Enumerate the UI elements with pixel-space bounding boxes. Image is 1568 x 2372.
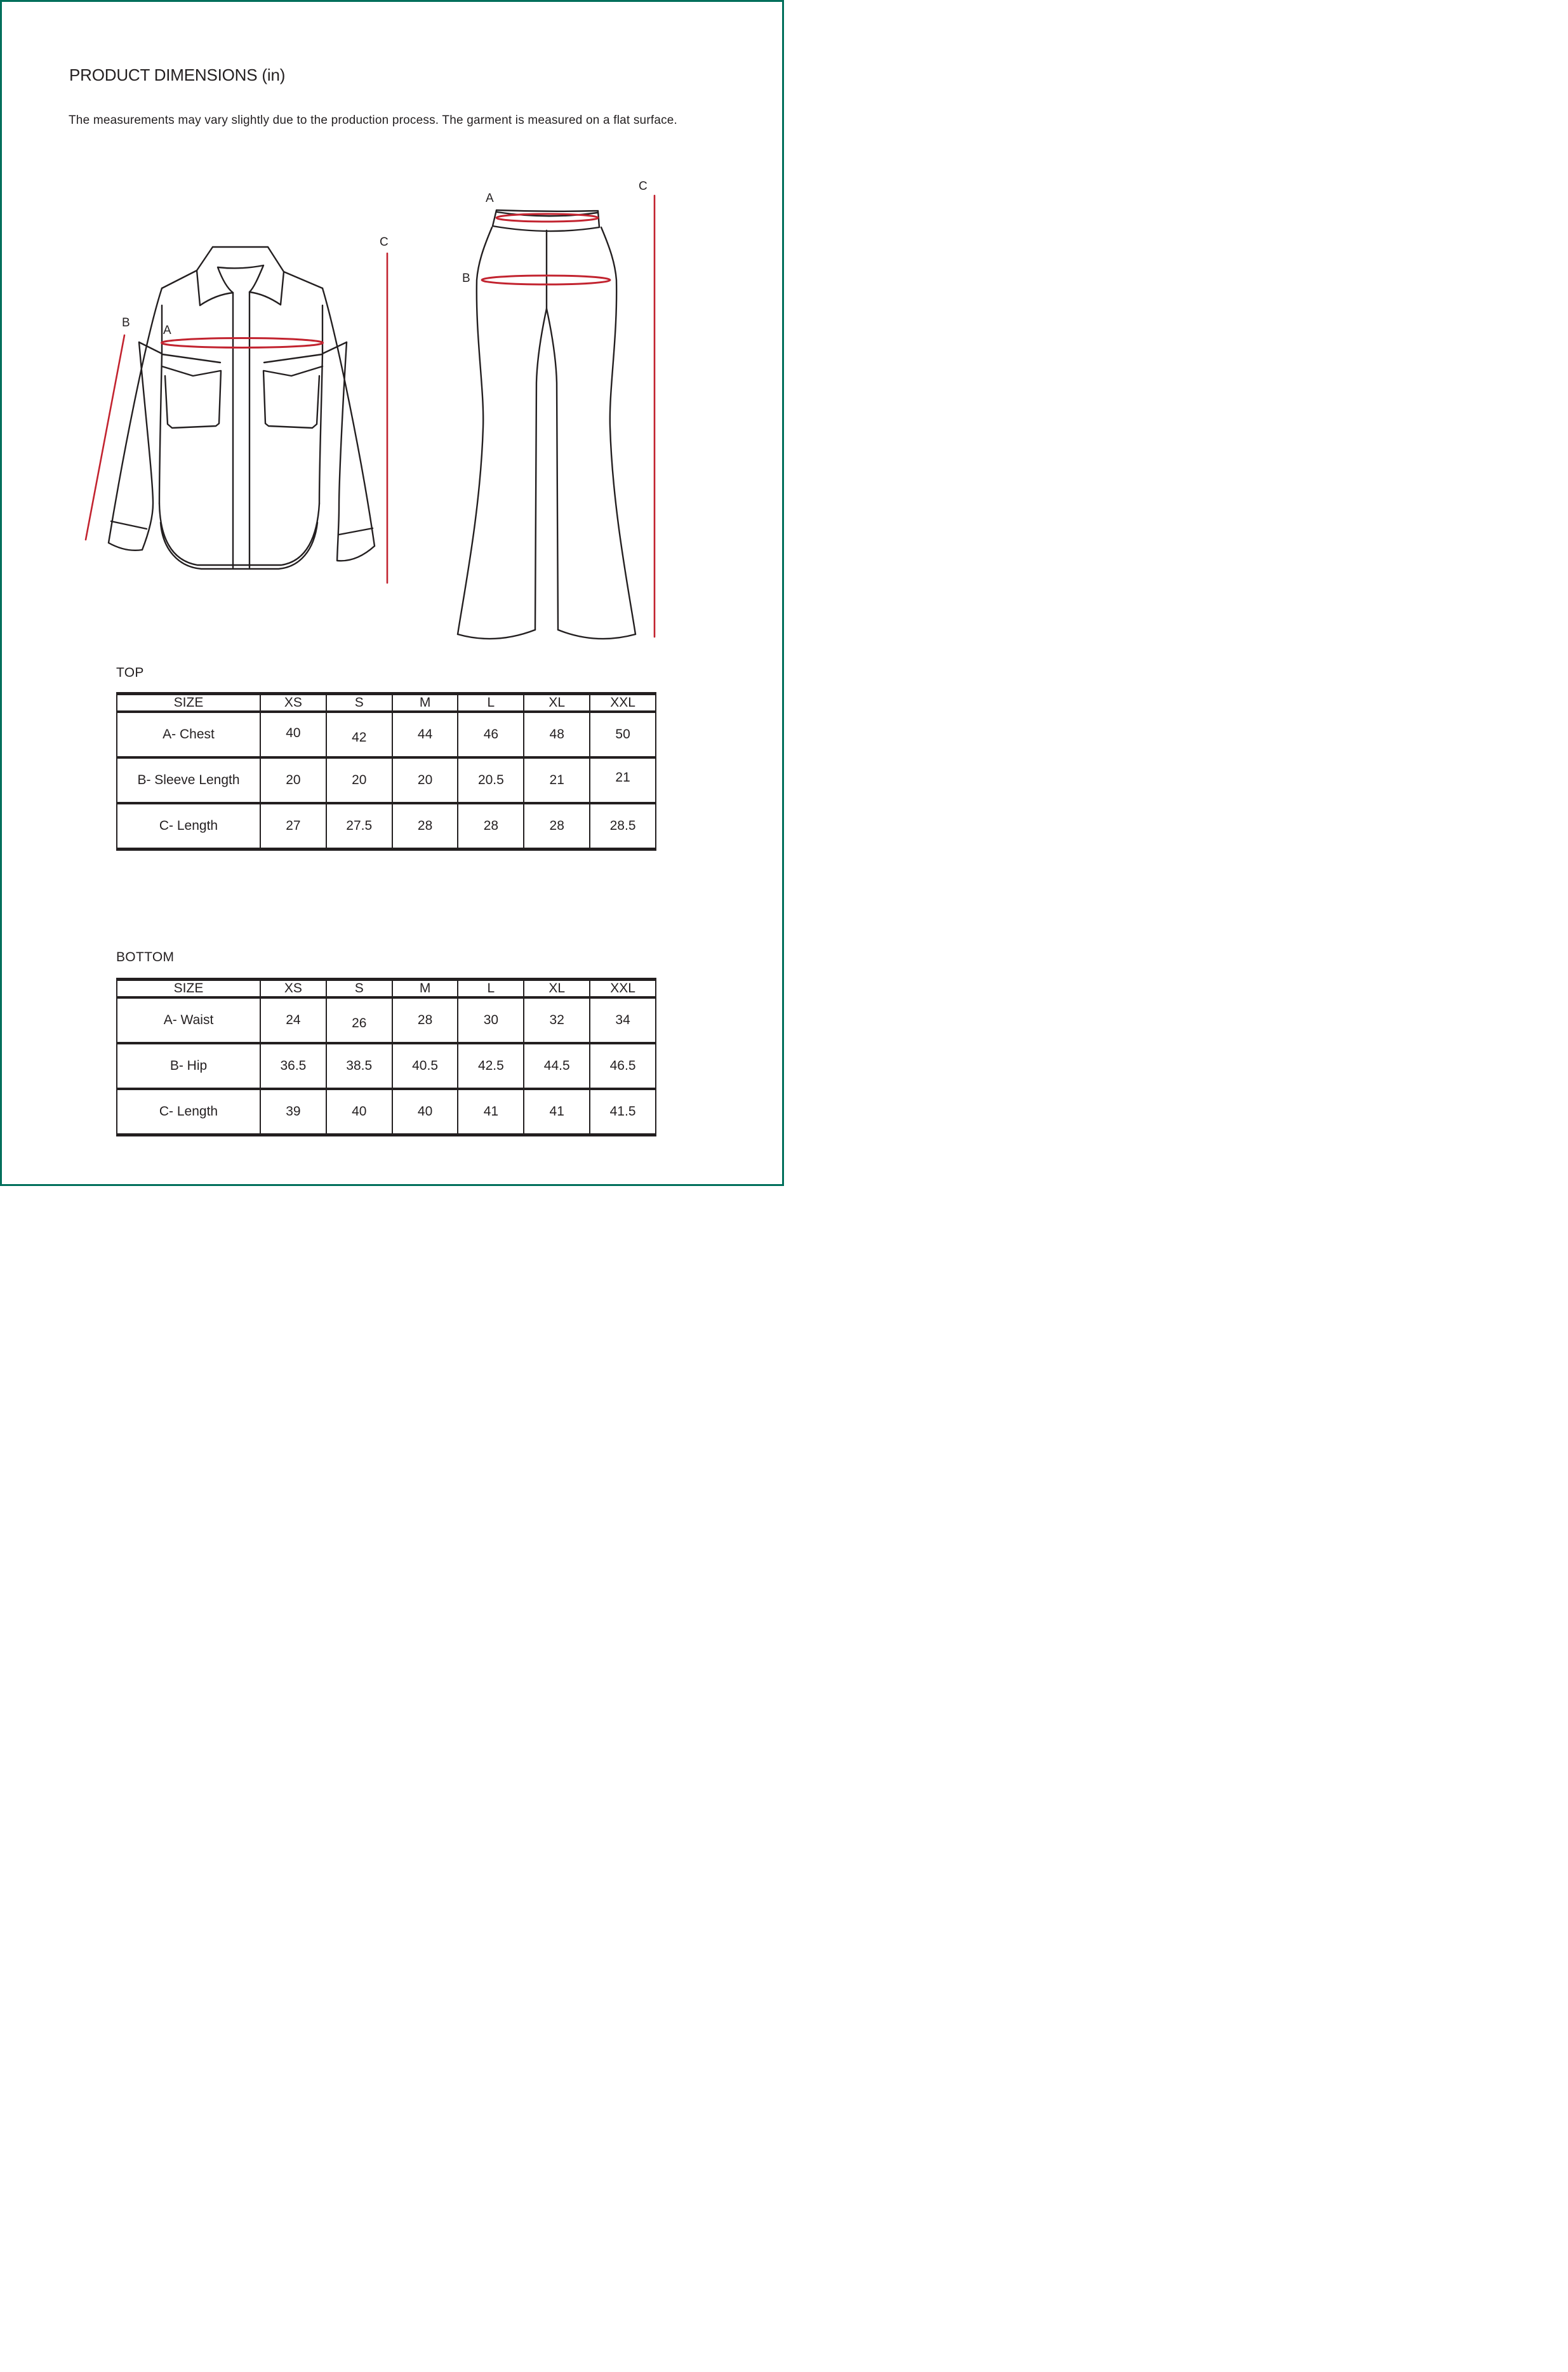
column-header: M [392, 980, 458, 998]
shirt-measure-label-c: C [380, 236, 389, 249]
column-header: S [326, 694, 392, 712]
section-heading-top: TOP [116, 665, 144, 680]
cell-value: 48 [524, 712, 590, 757]
cell-value: 42 [326, 715, 392, 761]
cell-value: 28 [458, 803, 524, 849]
cell-value: 50 [590, 712, 656, 757]
row-label: B- Sleeve Length [117, 757, 260, 803]
cell-value: 46 [458, 712, 524, 757]
pants-right-outer-leg [601, 227, 635, 634]
row-label: A- Chest [117, 712, 260, 757]
header-row [117, 694, 656, 712]
shirt-chest-measure-ellipse [162, 338, 323, 348]
column-header: XS [260, 980, 326, 998]
shirt-sleeve-measure-line [86, 335, 124, 540]
column-header: XL [524, 694, 590, 712]
column-header: XXL [590, 980, 656, 998]
cell-value: 36.5 [260, 1043, 326, 1089]
pants-measure-label-b: B [462, 272, 470, 285]
row-label: C- Length [117, 803, 260, 849]
table-row [117, 712, 656, 757]
cell-value: 20.5 [458, 757, 524, 803]
shirt-hem [159, 503, 319, 569]
cell-value: 39 [260, 1089, 326, 1135]
shirt-shoulders [162, 270, 322, 288]
header-row [117, 980, 656, 998]
row-label: B- Hip [117, 1043, 260, 1089]
cell-value: 41.5 [590, 1089, 656, 1135]
cell-value: 20 [326, 757, 392, 803]
size-table-top-head [117, 694, 656, 712]
table-row [117, 803, 656, 849]
pants-measure-label-a: A [486, 192, 494, 205]
pants-measure-marks [482, 196, 654, 637]
pants-hems [458, 630, 635, 639]
cell-value: 34 [590, 997, 656, 1043]
pants-sketch [458, 210, 635, 639]
table-row [117, 1043, 656, 1089]
column-header: S [326, 980, 392, 998]
cell-value: 28 [524, 803, 590, 849]
size-table-bottom-body [117, 997, 656, 1135]
shirt-collar [197, 247, 284, 305]
shirt-placket [233, 292, 249, 568]
page-title: PRODUCT DIMENSIONS (in) [69, 65, 286, 84]
cell-value: 41 [524, 1089, 590, 1135]
cell-value: 32 [524, 997, 590, 1043]
cell-value: 40 [260, 710, 326, 756]
shirt-measure-label-a: A [163, 324, 171, 337]
column-header: XL [524, 980, 590, 998]
cell-value: 42.5 [458, 1043, 524, 1089]
pants-left-outer-leg [458, 227, 492, 634]
page-subtitle: The measurements may vary slightly due to the production process. The garment is measured on a flat surface. [69, 114, 678, 127]
cell-value: 27 [260, 803, 326, 849]
cell-value: 40 [326, 1089, 392, 1135]
table-row [117, 1089, 656, 1135]
page [0, 0, 784, 1186]
shirt-body-sides [159, 354, 322, 503]
cell-value: 38.5 [326, 1043, 392, 1089]
column-header: L [458, 694, 524, 712]
cell-value: 27.5 [326, 803, 392, 849]
cell-value: 21 [524, 757, 590, 803]
cell-value: 28.5 [590, 803, 656, 849]
shirt-sketch [109, 247, 375, 569]
column-header: M [392, 694, 458, 712]
size-table-top-body [117, 712, 656, 850]
cell-value: 44 [392, 712, 458, 757]
section-heading-bottom: BOTTOM [116, 950, 175, 964]
size-table-top [116, 692, 656, 851]
cell-value: 40 [392, 1089, 458, 1135]
column-header: L [458, 980, 524, 998]
cell-value: 44.5 [524, 1043, 590, 1089]
row-label: C- Length [117, 1089, 260, 1135]
cell-value: 30 [458, 997, 524, 1043]
cell-value: 20 [392, 757, 458, 803]
table-row [117, 997, 656, 1043]
size-table-bottom [116, 978, 656, 1136]
pants-measure-label-c: C [639, 180, 648, 193]
cell-value: 46.5 [590, 1043, 656, 1089]
cell-value: 28 [392, 997, 458, 1043]
column-header-size: SIZE [117, 980, 260, 998]
cell-value: 28 [392, 803, 458, 849]
row-label: A- Waist [117, 997, 260, 1043]
pants-waist-measure-ellipse [496, 214, 598, 222]
cell-value: 26 [326, 1001, 392, 1046]
shirt-measure-label-b: B [122, 316, 130, 330]
cell-value: 41 [458, 1089, 524, 1135]
cell-value: 21 [590, 755, 656, 801]
shirt-right-sleeve [322, 288, 375, 561]
shirt-left-pocket [162, 354, 221, 428]
column-header: XS [260, 694, 326, 712]
shirt-right-pocket [263, 354, 322, 428]
table-row [117, 757, 656, 803]
cell-value: 40.5 [392, 1043, 458, 1089]
column-header: XXL [590, 694, 656, 712]
cell-value: 20 [260, 757, 326, 803]
shirt-left-sleeve [109, 288, 162, 550]
pants-inner-legs [535, 309, 558, 630]
column-header-size: SIZE [117, 694, 260, 712]
cell-value: 24 [260, 997, 326, 1043]
size-table-bottom-head [117, 980, 656, 998]
